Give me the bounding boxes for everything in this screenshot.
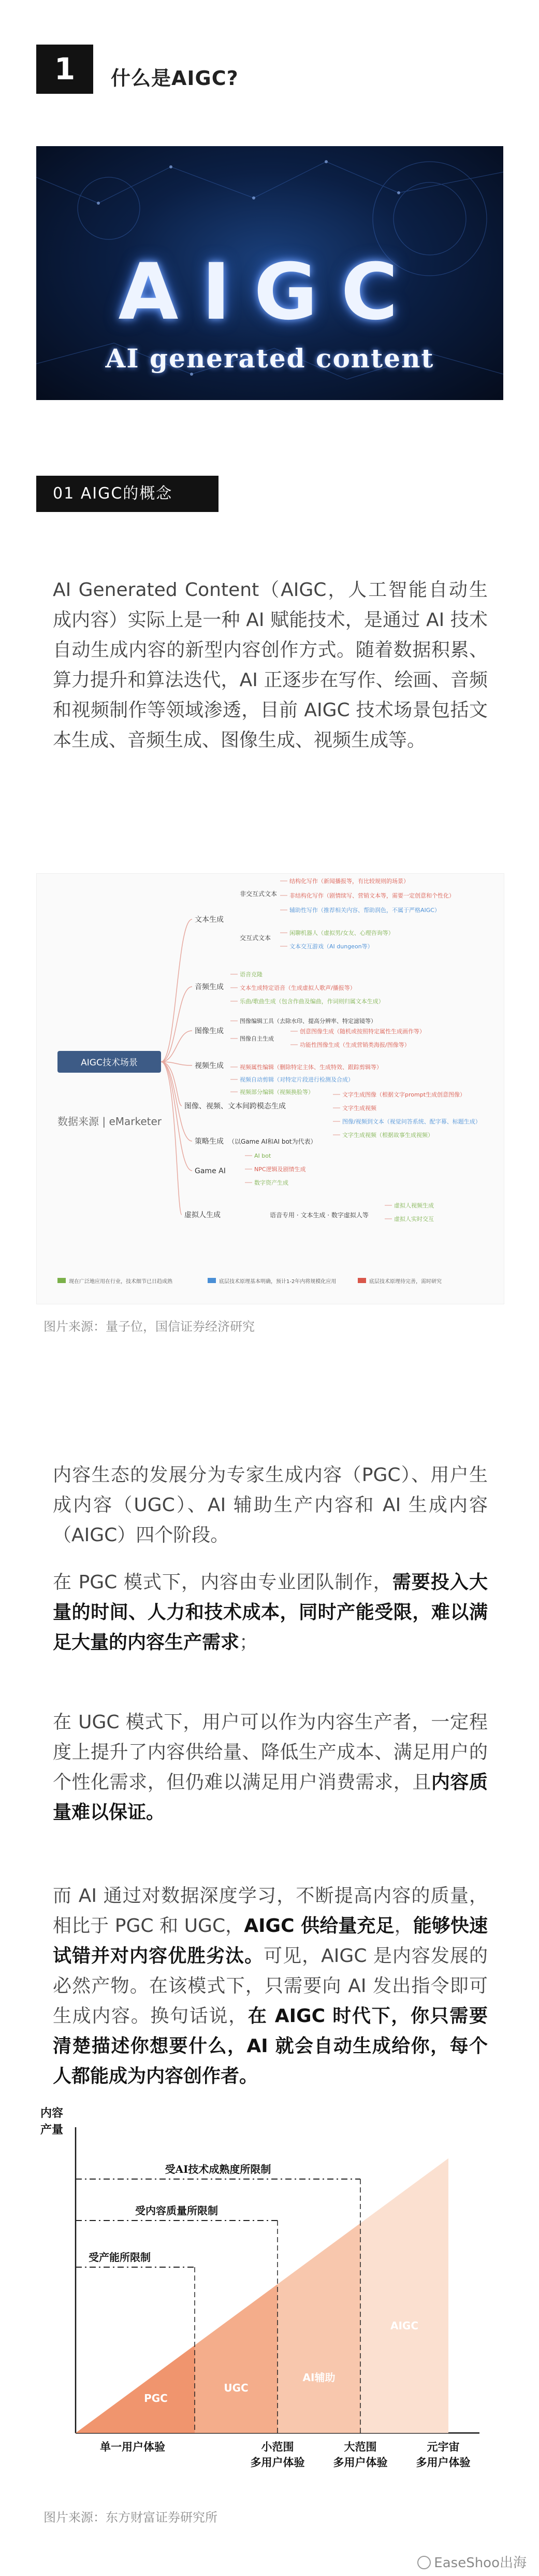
mindmap-text-leaf: 闲聊机器人（虚拟男/女友、心理咨询等） [289,930,394,936]
mindmap-cross-leaf: 文字生成视频（根据故事生成视频） [342,1132,433,1138]
aigc-text-1: 而 AI 通过对数据深度学习，不断提高内容的质量，相比于 PGC 和 UGC， [53,1885,488,1937]
mindmap-legend-label: 现在广泛地应用在行业，技术细节已日趋成熟 [69,1279,172,1285]
mindmap-audio-leaf: 乐曲/歌曲生成（包含作曲及编曲，作词则归属文本生成） [240,998,384,1005]
aigc-scenarios-mindmap [36,873,504,1304]
mindmap-cross-leaf: 图像/视频到文本（视觉问答系统、配字幕、标题生成） [342,1118,481,1125]
subsection-label: 01 AIGC的概念 [36,476,218,512]
mindmap-sub-text: 交互式文本 [240,934,271,942]
mindmap-legend-swatch [358,1278,366,1283]
mindmap-legend-swatch [57,1278,66,1283]
mindmap-game-leaf: AI bot [254,1152,271,1159]
mindmap-virtual-note: 语音专用 · 文本生成 · 数字虚拟人等 [270,1212,369,1219]
mindmap-game-leaf: 数字资产生成 [254,1179,288,1186]
watermark [417,2552,527,2571]
pgc-tail: ； [239,1632,258,1653]
ugc-text: 在 UGC 模式下，用户可以作为内容生产者，一定程度上提升了内容供给量、降低生产成本、满足用户的个性化需求，但仍难以满足用户消费需求，且 [53,1712,488,1793]
chart-stage-label: AI辅助 [302,2371,336,2384]
mindmap-video-leaf: 视频自动剪辑（对特定片段进行检测及合成） [240,1076,354,1083]
mindmap-legend-label: 底层技术原理基本明确，预计1-2年内将规模化应用 [219,1279,337,1285]
aigc-hero-image [36,146,503,400]
pgc-paragraph [53,1568,488,1658]
ugc-emphasis: 内容质量难以保证。 [53,1772,488,1823]
mindmap-virtual-leaf: 虚拟人实时交互 [394,1216,434,1222]
chart-limit-label: 受内容质量所限制 [135,2204,218,2217]
mindmap-text-leaf: 非结构化写作（剧情续写、营销文本等，需要一定创意和个性化） [289,892,455,899]
mindmap-root-label: AIGC技术场景 [81,1058,138,1068]
watermark-icon [417,2556,431,2569]
mindmap-game-leaf: NPC逻辑及剧情生成 [254,1166,306,1173]
mindmap-cross-leaf: 文字生成图像（根据文字prompt生成创意图像） [342,1091,466,1098]
aigc-paragraph [53,1881,488,2091]
aigc-emphasis-2: 能够快速试错并对内容优胜劣汰。 [53,1915,488,1967]
mindmap-cross-leaf: 文字生成视频 [342,1105,376,1112]
mindmap-text-leaf: 文本交互游戏（AI dungeon等） [289,943,373,950]
chart-x-label: 多用户体验 [333,2456,388,2469]
section-number-badge: 1 [36,45,93,94]
mindmap-audio-leaf: 语音克隆 [240,971,263,978]
chart-stage-label: AIGC [390,2319,419,2332]
chart-ylabel: 产量 [40,2124,64,2137]
mindmap-branch: 策略生成 [195,1137,224,1146]
mindmap-video-leaf: 视频部分编辑（视频换脸等） [240,1089,314,1095]
mindmap-caption: 图片来源：量子位，国信证券经济研究 [43,1319,255,1334]
chart-x-label: 小范围 [261,2440,294,2453]
chart-x-label: 多用户体验 [416,2456,471,2469]
mindmap-image-leaf: 创意图像生成（随机或按照特定属性生成画作等） [300,1028,425,1035]
section-title: 什么是AIGC? [111,67,239,90]
chart-x-label: 元宇宙 [427,2440,460,2453]
mindmap-branch-line [161,919,192,1062]
chart-x-label: 大范围 [344,2440,377,2453]
chart-ylabel: 内容 [40,2107,64,2120]
chart-x-label: 多用户体验 [250,2456,305,2469]
mindmap-branch: 视频生成 [195,1062,224,1070]
pgc-emphasis: 需要投入大量的时间、人力和技术成本，同时产能受限，难以满足大量的内容生产需求 [53,1572,488,1653]
mindmap-video-leaf: 视频属性编辑（删除特定主体、生成特效、跟踪剪辑等） [240,1064,382,1071]
mindmap-image-leaf: 功能性图像生成（生成营销类海报/图像等） [300,1042,410,1048]
chart-x-label: 单一用户体验 [100,2440,165,2453]
aigc-text-3: 可见，AIGC 是内容发展的必然产物。在该模式下，只需要向 AI 发出指令即可生成内容。换句话说， [53,1945,488,2027]
content-production-chart [34,2086,505,2495]
mindmap-sub-text: 非交互式文本 [240,890,278,898]
chart-limit-label: 受产能所限制 [89,2251,151,2264]
aigc-emphasis-1: AIGC 供给量充足 [244,1915,395,1937]
mindmap-text-leaf: 结构化写作（新闻播报等，有比较规则的场景） [289,878,409,885]
intro-paragraph: AI Generated Content（AIGC，人工智能自动生成内容）实际上是一种 AI 赋能技术，是通过 AI 技术自动生成内容的新型内容创作方式。随着数据积累、算力提升和算法迭代，AI 正逐步在写作、绘画、音频和视频制作等领域渗透，目前 AIGC 技术场景包括文本生成、音频生成、图像生成、视频生成等。 [53,579,488,751]
mindmap-branch: 虚拟人生成 [184,1211,221,1219]
mindmap-text-leaf: 辅助性写作（推荐相关内容、帮助润色，不属于严格AIGC） [289,907,440,914]
content-stages-paragraph: 内容生态的发展分为专家生成内容（PGC）、用户生成内容（UGC）、AI 辅助生产内容和 AI 生成内容（AIGC）四个阶段。 [53,1464,488,1546]
chart-limit-label: 受AI技术成熟度所限制 [165,2163,271,2175]
mindmap-branch: 音频生成 [195,983,224,991]
pgc-text: 在 PGC 模式下，内容由专业团队制作， [53,1572,392,1593]
chart-stage-label: UGC [224,2382,249,2394]
ugc-paragraph [53,1707,488,1828]
mindmap-branch: 图像、视频、文本间跨模态生成 [184,1102,286,1111]
aigc-emphasis-3: 在 AIGC 时代下，你只需要清楚描述你想要什么，AI 就会自动生成给你，每个人都能成为内容创作者。 [53,2005,488,2087]
mindmap-branch-line [161,987,192,1062]
mindmap-strategy-note: （以Game AI和AI bot为代表） [228,1138,317,1145]
mindmap-branch-line [161,1062,192,1141]
mindmap-source: 数据来源 | eMarketer [57,1115,162,1128]
hero-subtitle: AI generated content [105,343,434,374]
chart-stage-area [195,2284,278,2433]
mindmap-image-sub: 图像编辑工具（去除水印、提高分辨率、特定滤镜等） [240,1018,376,1024]
mindmap-image-sub: 图像自主生成 [240,1035,274,1042]
chart-stage-area [76,2345,195,2433]
mindmap-legend-swatch [208,1278,216,1283]
mindmap-branch: 图像生成 [195,1027,224,1035]
chart-stage-area [278,2223,360,2433]
mindmap-virtual-leaf: 虚拟人视频生成 [394,1202,434,1209]
aigc-text-2: ， [394,1915,413,1937]
watermark-text: EaseShoo出海 [434,2555,527,2571]
mindmap-branch: 文本生成 [195,916,224,924]
hero-title: AIGC [118,247,421,337]
chart-caption: 图片来源：东方财富证券研究所 [43,2510,217,2525]
chart-stage-area [360,2158,448,2433]
chart-stage-label: PGC [144,2392,168,2404]
mindmap-legend-label: 底层技术原理待完善，需时研究 [369,1279,442,1285]
mindmap-branch: Game AI [195,1167,226,1175]
mindmap-audio-leaf: 文本生成特定语音（生成虚拟人歌声/播报等） [240,985,356,991]
